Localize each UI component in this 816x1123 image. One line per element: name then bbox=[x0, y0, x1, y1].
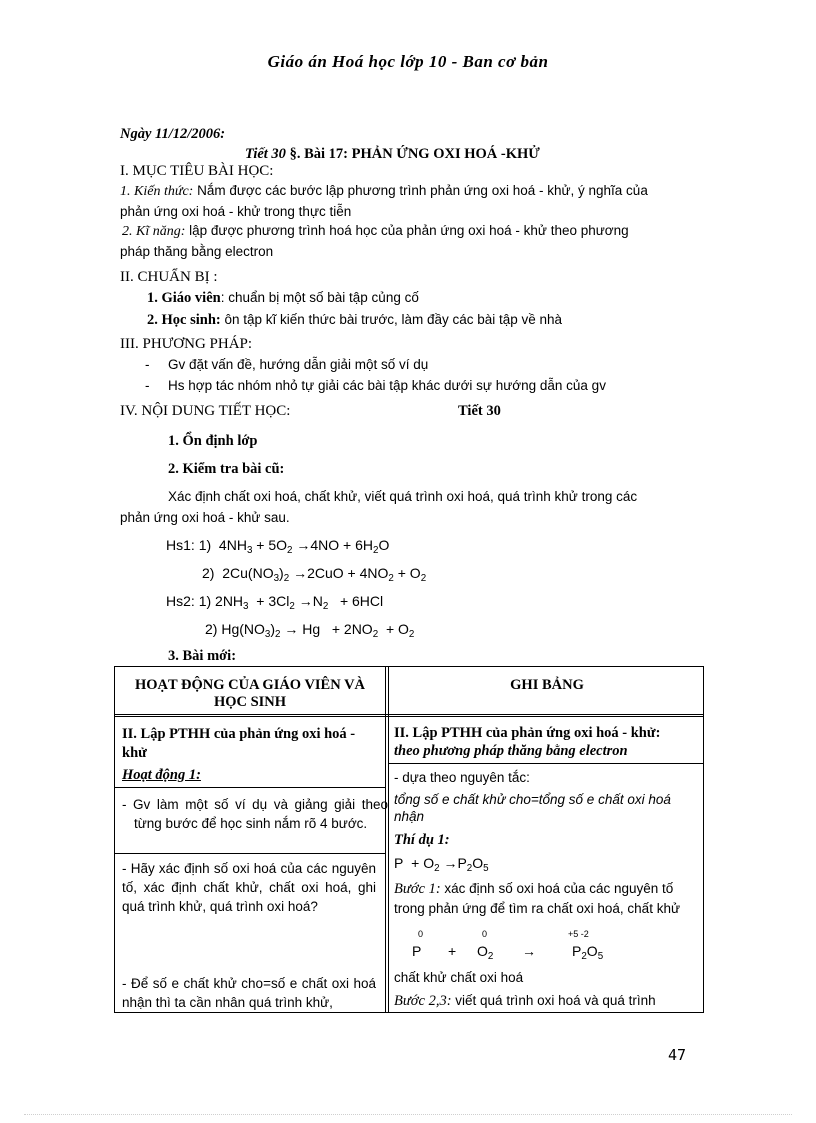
step-3: 3. Bài mới: bbox=[168, 648, 237, 664]
eq4-e-sub: 2 bbox=[408, 629, 415, 640]
equation-hs2-1 bbox=[166, 593, 384, 612]
method-bullet-1: - bbox=[145, 357, 150, 372]
eq3-b: + 3Cl bbox=[256, 593, 290, 609]
arrow-icon: → bbox=[522, 943, 536, 959]
eq3-b-sub: 2 bbox=[289, 601, 295, 612]
skill-text: lập được phương trình hoá học của phản ứng oxi hoá - khử theo phương bbox=[185, 223, 629, 238]
principle-intro: - dựa theo nguyên tắc: bbox=[394, 770, 530, 785]
ex-prod-p: P bbox=[457, 855, 467, 871]
step-2: 2. Kiểm tra bài cũ: bbox=[168, 461, 285, 477]
lesson-title bbox=[245, 146, 540, 163]
left-row-border-1 bbox=[115, 787, 385, 788]
teacher-text: : chuẩn bị một số bài tập củng cố bbox=[220, 290, 419, 305]
eq3-d: + 6HCl bbox=[339, 593, 384, 609]
eq2-d: + O bbox=[397, 565, 421, 581]
method-item-1: Gv đặt vấn đề, hướng dẫn giải một số ví dụ bbox=[168, 357, 429, 372]
skill-label: 2. Kĩ năng: bbox=[122, 224, 186, 239]
method-heading: III. PHƯƠNG PHÁP: bbox=[120, 336, 253, 352]
lesson-date: Ngày 11/12/2006: bbox=[120, 126, 226, 142]
left-paragraph-1: - Gv làm một số ví dụ và giảng giải theo từng bước để học sinh nắm rõ 4 bước. bbox=[122, 797, 388, 831]
right-section-title: II. Lập PTHH của phản ứng oxi hoá - khử: bbox=[394, 725, 661, 741]
eq1-tail: O bbox=[378, 537, 390, 553]
lesson-table bbox=[114, 666, 704, 1013]
equation-hs2-2 bbox=[205, 621, 415, 640]
arrow-icon: → bbox=[298, 593, 313, 609]
instruction-line2: phản ứng oxi hoá - khử sau. bbox=[120, 510, 290, 525]
eq2-num: 2) bbox=[202, 565, 215, 581]
ex-prod-sub2: 5 bbox=[483, 863, 489, 874]
eq2-c-sub: 2 bbox=[388, 573, 394, 584]
eq2-d-sub: 2 bbox=[420, 573, 427, 584]
col1-header-line1: HOẠT ĐỘNG CỦA GIÁO VIÊN VÀ bbox=[134, 677, 366, 693]
table-divider-double bbox=[388, 667, 389, 1012]
eq4-b-sub: 2 bbox=[275, 629, 281, 640]
ex-prod-sub1: 2 bbox=[466, 863, 473, 874]
eq4-a-sub: 3 bbox=[264, 629, 271, 640]
method-bullet-2: - bbox=[145, 378, 150, 393]
eq1-products: 4NO + 6H bbox=[310, 537, 374, 553]
hs1-label: Hs1: bbox=[166, 537, 195, 553]
principle-text: tổng số e chất khử cho=tổng số e chất oxi hoá nhận bbox=[394, 792, 671, 824]
ex-prod-o: O bbox=[472, 855, 484, 871]
eq1-num: 1) bbox=[198, 537, 212, 553]
page-bottom-border bbox=[24, 1114, 792, 1115]
eq4-d-sub: 2 bbox=[372, 629, 379, 640]
eq1-sub-a: 3 bbox=[246, 545, 253, 556]
eq3-num: 1) bbox=[198, 593, 212, 609]
right-method-title: theo phương pháp thăng bằng electron bbox=[394, 743, 628, 759]
title-period: Tiết 30 bbox=[245, 146, 286, 162]
eq1-sub-b: 2 bbox=[287, 545, 293, 556]
hs2-label: Hs2: bbox=[166, 593, 195, 609]
step1-label: Bước 1: bbox=[394, 881, 441, 897]
knowledge-line1 bbox=[120, 183, 695, 200]
ox-eq-prod-sub1: 2 bbox=[581, 951, 587, 962]
col1-header bbox=[115, 677, 385, 711]
ox-eq-p2o5 bbox=[572, 943, 604, 962]
eq2-a-sub: 3 bbox=[273, 573, 280, 584]
eq4-e: + O bbox=[385, 621, 409, 637]
ox-eq-o-sub: 2 bbox=[487, 951, 494, 962]
example-equation bbox=[394, 855, 489, 874]
page-header: Giáo án Hoá học lớp 10 - Ban cơ bản bbox=[267, 52, 549, 71]
eq3-c-sub: 2 bbox=[322, 601, 329, 612]
right-row-border-1 bbox=[388, 763, 703, 764]
ox-eq-plus: + bbox=[448, 943, 457, 959]
ox-eq-prod-o: O bbox=[586, 943, 598, 959]
arrow-icon: → bbox=[443, 855, 458, 871]
ex-o2: + O bbox=[411, 855, 435, 871]
step23-body: viết quá trình oxi hoá và quá trình bbox=[451, 993, 656, 1008]
arrow-icon: → bbox=[293, 565, 308, 581]
arrow-icon: → bbox=[296, 537, 311, 553]
knowledge-label: 1. Kiến thức: bbox=[120, 184, 194, 199]
step1-text bbox=[394, 879, 698, 919]
left-paragraph-3: - Để số e chất khử cho=số e chất oxi hoá nhận thì ta cần nhân quá trình khử, bbox=[122, 976, 376, 1010]
left-paragraph-2: - Hãy xác định số oxi hoá của các nguyên tố, xác định chất khử, chất oxi hoá, ghi quá trình khử, quá trình oxi hoá? bbox=[122, 861, 376, 914]
student-label: 2. Học sinh: bbox=[147, 312, 221, 328]
eq1-reactant-b: + 5O bbox=[256, 537, 288, 553]
eq3-c: N bbox=[312, 593, 323, 609]
eq2-c: 2CuO + 4NO bbox=[307, 565, 389, 581]
ox-eq-prod-p: P bbox=[572, 943, 582, 959]
ex-p: P bbox=[394, 855, 404, 871]
arrow-icon: → bbox=[284, 621, 299, 637]
title-lesson: §. Bài 17: PHẢN ỨNG OXI HOÁ -KHỬ bbox=[289, 146, 540, 162]
step23-label: Bước 2,3: bbox=[394, 993, 452, 1009]
col1-header-line2: HỌC SINH bbox=[213, 694, 287, 710]
ox-eq-prod-sub2: 5 bbox=[597, 951, 604, 962]
skill-line2: pháp thăng bằng electron bbox=[120, 244, 274, 259]
student-text: ôn tập kĩ kiến thức bài trước, làm đầy các bài tập về nhà bbox=[220, 312, 563, 327]
eq3-a: 2NH bbox=[215, 593, 244, 609]
left-section-title: II. Lập PTHH của phản ứng oxi hoá - khử bbox=[122, 726, 356, 761]
ox-number-p2o5: +5 -2 bbox=[568, 929, 589, 939]
teacher-label: 1. Giáo viên bbox=[147, 290, 221, 306]
eq2-b-sub: 2 bbox=[283, 573, 290, 584]
left-row-border-2 bbox=[115, 853, 385, 854]
eq1-reactant-a: 4NH bbox=[218, 537, 247, 553]
table-header-border-double bbox=[115, 716, 703, 717]
content-period: Tiết 30 bbox=[458, 403, 501, 419]
ox-eq-o: O bbox=[477, 943, 488, 959]
eq4-c: Hg bbox=[302, 621, 321, 637]
preparation-heading: II. CHUẨN BỊ : bbox=[120, 269, 218, 285]
page-number: 47 bbox=[668, 1046, 687, 1064]
step1-body: xác định số oxi hoá của các nguyên tố trong phản ứng để tìm ra chất oxi hoá, chất khử bbox=[394, 881, 680, 916]
ox-number-p: 0 bbox=[418, 929, 424, 939]
activity-1: Hoạt động 1: bbox=[122, 767, 201, 783]
knowledge-text: Nắm được các bước lập phương trình phản ứng oxi hoá - khử, ý nghĩa của bbox=[193, 183, 648, 198]
step-1: 1. Ổn định lớp bbox=[168, 433, 258, 449]
method-item-2: Hs hợp tác nhóm nhỏ tự giải các bài tập khác dưới sự hướng dẫn của gv bbox=[168, 378, 606, 393]
eq2-b: ) bbox=[279, 565, 284, 581]
table-divider bbox=[385, 667, 386, 1012]
eq2-a: 2Cu(NO bbox=[222, 565, 274, 581]
skill-line1 bbox=[122, 223, 629, 240]
ox-number-o: 0 bbox=[482, 929, 488, 939]
equation-hs1-2 bbox=[202, 565, 427, 584]
eq4-num: 2) bbox=[205, 621, 218, 637]
knowledge-line2: phản ứng oxi hoá - khử trong thực tiễn bbox=[120, 204, 352, 219]
roles-text: chất khử chất oxi hoá bbox=[394, 970, 524, 985]
eq1-sub-c: 2 bbox=[373, 545, 379, 556]
ox-eq-o2 bbox=[477, 943, 494, 962]
step23-text bbox=[394, 993, 656, 1010]
eq4-b: ) bbox=[270, 621, 276, 637]
ox-eq-p: P bbox=[412, 943, 422, 959]
preparation-student bbox=[147, 312, 562, 329]
eq3-a-sub: 3 bbox=[243, 601, 249, 612]
eq4-d: + 2NO bbox=[331, 621, 373, 637]
instruction-line1: Xác định chất oxi hoá, chất khử, viết quá trình oxi hoá, quá trình khử trong các bbox=[168, 489, 638, 504]
table-header-border bbox=[115, 714, 703, 715]
eq4-a: Hg(NO bbox=[221, 621, 265, 637]
example-title: Thí dụ 1: bbox=[394, 832, 450, 848]
equation-hs1-1 bbox=[166, 537, 390, 556]
content-heading: IV. NỘI DUNG TIẾT HỌC: bbox=[120, 403, 291, 419]
col2-header: GHI BẢNG bbox=[510, 677, 584, 693]
ex-o2-sub: 2 bbox=[434, 863, 440, 874]
preparation-teacher bbox=[147, 290, 419, 307]
objectives-heading: I. MỤC TIÊU BÀI HỌC: bbox=[120, 163, 274, 179]
